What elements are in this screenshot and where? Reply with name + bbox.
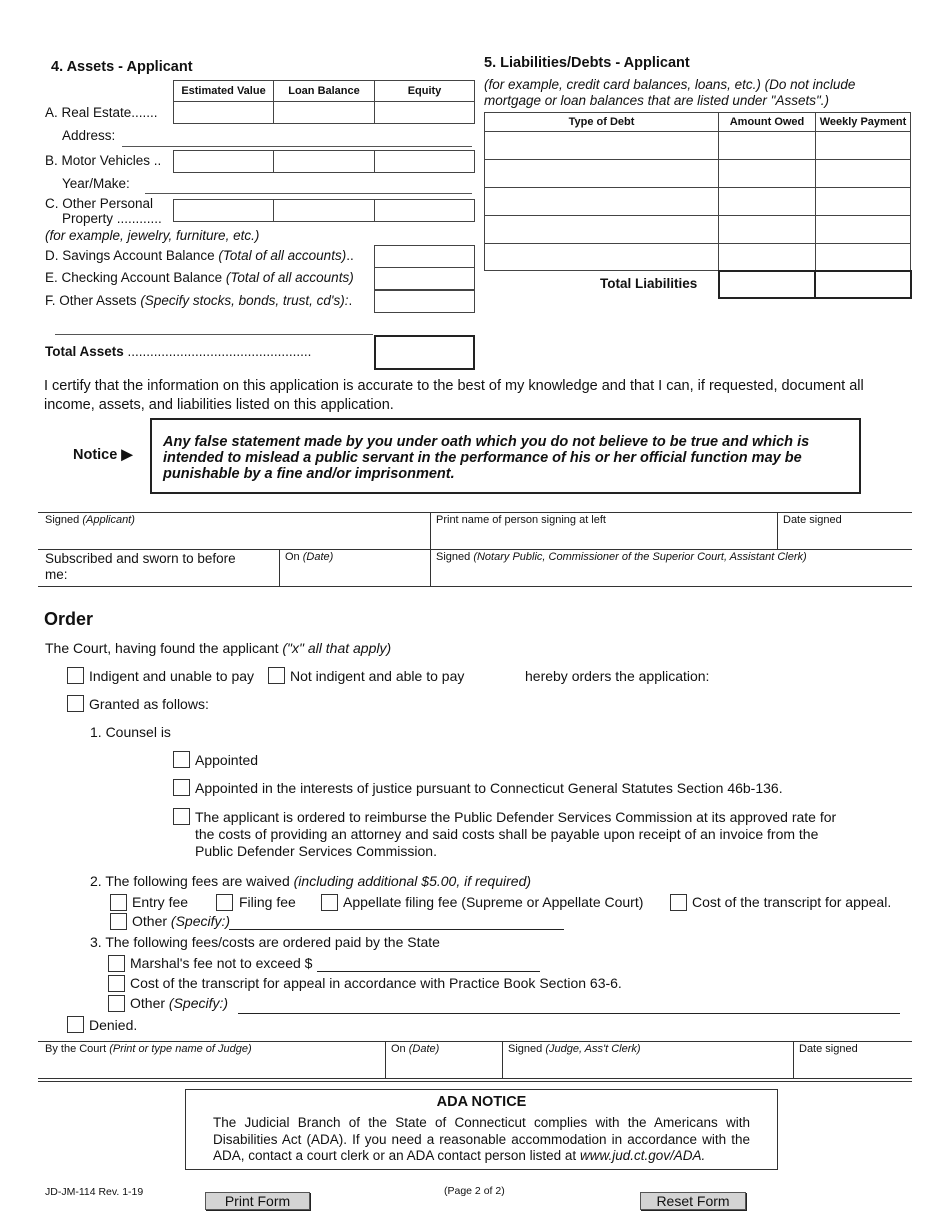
appellate-fee-label: Appellate filing fee (Supreme or Appellate Court) xyxy=(343,894,644,910)
certify-statement: I certify that the information on this application is accurate to the best of my knowledge and that I can, if requested, document all income, assets, and liabilities listed on this application. xyxy=(44,378,864,413)
other-personal-equity-input[interactable] xyxy=(374,199,475,222)
order-heading: Order xyxy=(44,609,94,629)
not-indigent-checkbox[interactable] xyxy=(268,667,285,684)
divider xyxy=(279,549,280,586)
total-liabilities-amount-input[interactable] xyxy=(718,270,816,299)
ada-text: The Judicial Branch of the State of Connecticut complies with the Americans with Disabilities Act (ADA). If you need a reasonable accommodation in accordance with the ADA, contact a court clerk or an ADA contact person listed at www.jud.ct.gov/ADA. xyxy=(213,1115,750,1163)
address-input[interactable] xyxy=(122,146,472,147)
reimburse-label: The applicant is ordered to reimburse the Public Defender Services Commission at its approved rate for the costs of providing an attorney and said costs shall be payable upon receipt of an invoice from the Public Defender Services Commission. xyxy=(195,809,837,859)
granted-checkbox[interactable] xyxy=(67,695,84,712)
counsel-label: 1. Counsel is xyxy=(90,724,171,740)
motor-vehicles-equity-input[interactable] xyxy=(374,150,475,173)
divider xyxy=(38,1078,912,1079)
other-personal-value-input[interactable] xyxy=(173,199,274,222)
real-estate-equity-input[interactable] xyxy=(374,101,475,124)
filing-fee-checkbox[interactable] xyxy=(216,894,233,911)
other-assets-specify-input[interactable] xyxy=(55,334,373,335)
other-paid-label: Other (Specify:) xyxy=(130,995,229,1011)
checking-label: E. Checking Account Balance (Total of all accounts) xyxy=(45,270,354,285)
debt-type-input[interactable] xyxy=(484,215,719,244)
divider xyxy=(777,512,778,549)
real-estate-value-input[interactable] xyxy=(173,101,274,124)
divider xyxy=(38,586,912,587)
entry-fee-checkbox[interactable] xyxy=(110,894,127,911)
address-label: Address: xyxy=(62,128,116,143)
debt-weekly-input[interactable] xyxy=(815,243,911,271)
divider xyxy=(430,512,431,586)
other-waived-input[interactable] xyxy=(229,929,564,930)
savings-input[interactable] xyxy=(374,245,475,268)
debt-type-input[interactable] xyxy=(484,159,719,188)
other-waived-label: Other (Specify:) xyxy=(132,913,231,929)
motor-vehicles-loan-input[interactable] xyxy=(273,150,375,173)
notice-box xyxy=(150,418,861,494)
savings-label: D. Savings Account Balance (Total of all accounts).. xyxy=(45,248,354,263)
debt-amount-input[interactable] xyxy=(718,215,816,244)
transcript-practice-label: Cost of the transcript for appeal in accordance with Practice Book Section 63-6. xyxy=(130,975,622,991)
subscribed-label: Subscribed and sworn to before me: xyxy=(45,551,236,582)
debt-weekly-input[interactable] xyxy=(815,159,911,188)
notice-text: Any false statement made by you under oath which you do not believe to be true and which is intended to mislead a public servant in the performance of his or her official function may be punishable by a fine and/or imprisonment. xyxy=(163,434,810,482)
divider xyxy=(38,549,912,550)
appointed-checkbox[interactable] xyxy=(173,751,190,768)
transcript-cost-label: Cost of the transcript for appeal. xyxy=(692,894,892,910)
marshal-fee-input[interactable] xyxy=(317,971,540,972)
other-personal-label-2: Property ............ xyxy=(62,211,162,226)
debt-weekly-input[interactable] xyxy=(815,187,911,216)
col-loan-balance: Loan Balance xyxy=(273,80,375,102)
year-make-input[interactable] xyxy=(145,193,472,194)
debt-weekly-input[interactable] xyxy=(815,131,911,160)
arrow-right-icon: ▶ xyxy=(121,447,133,463)
motor-vehicles-value-input[interactable] xyxy=(173,150,274,173)
indigent-label: Indigent and unable to pay xyxy=(89,668,255,684)
divider xyxy=(793,1041,794,1078)
appointed-interests-label: Appointed in the interests of justice pursuant to Connecticut General Statutes Section 46b-136. xyxy=(195,780,783,796)
entry-fee-label: Entry fee xyxy=(132,894,189,910)
appointed-interests-checkbox[interactable] xyxy=(173,779,190,796)
marshal-fee-label: Marshal's fee not to exceed $ xyxy=(130,955,313,971)
reimburse-checkbox[interactable] xyxy=(173,808,190,825)
col-equity: Equity xyxy=(374,80,475,102)
form-id: JD-JM-114 Rev. 1-19 xyxy=(45,1186,144,1198)
denied-checkbox[interactable] xyxy=(67,1016,84,1033)
debt-amount-input[interactable] xyxy=(718,159,816,188)
debt-type-input[interactable] xyxy=(484,131,719,160)
sworn-date-field[interactable]: On (Date) xyxy=(285,551,334,563)
debt-amount-input[interactable] xyxy=(718,131,816,160)
other-paid-checkbox[interactable] xyxy=(108,995,125,1012)
other-personal-loan-input[interactable] xyxy=(273,199,375,222)
court-date-field[interactable]: On (Date) xyxy=(391,1043,440,1055)
debt-amount-input[interactable] xyxy=(718,243,816,271)
divider xyxy=(38,1081,912,1082)
court-date-signed-field[interactable]: Date signed xyxy=(799,1043,858,1055)
filing-fee-label: Filing fee xyxy=(239,894,296,910)
liabilities-title: 5. Liabilities/Debts - Applicant xyxy=(484,55,690,71)
divider xyxy=(385,1041,386,1078)
year-make-label: Year/Make: xyxy=(62,176,130,191)
date-signed-field[interactable]: Date signed xyxy=(783,514,842,526)
marshal-fee-checkbox[interactable] xyxy=(108,955,125,972)
indigent-checkbox[interactable] xyxy=(67,667,84,684)
divider xyxy=(38,1041,912,1042)
transcript-practice-checkbox[interactable] xyxy=(108,975,125,992)
hereby-orders-label: hereby orders the application: xyxy=(525,668,710,684)
notice-label: Notice ▶ xyxy=(73,447,133,463)
print-name-field[interactable]: Print name of person signing at left xyxy=(436,514,606,526)
liabilities-note: (for example, credit card balances, loans, etc.) (Do not include mortgage or loan balances that are listed under "Assets".) xyxy=(484,77,856,108)
not-indigent-label: Not indigent and able to pay xyxy=(290,668,465,684)
total-liabilities-label: Total Liabilities xyxy=(600,276,698,291)
total-assets-input[interactable] xyxy=(374,335,475,370)
other-paid-input[interactable] xyxy=(238,1013,900,1014)
notary-signature-field[interactable]: Signed (Notary Public, Commissioner of the Superior Court, Assistant Clerk) xyxy=(436,551,807,563)
col-amount-owed: Amount Owed xyxy=(718,112,816,132)
print-form-button[interactable]: Print Form xyxy=(205,1192,310,1210)
ada-notice-box xyxy=(185,1089,778,1170)
total-assets-label: Total Assets ................................................. xyxy=(45,344,312,359)
fees-waived-label: 2. The following fees are waived (including additional $5.00, if required) xyxy=(90,873,532,889)
debt-amount-input[interactable] xyxy=(718,187,816,216)
reset-form-button[interactable]: Reset Form xyxy=(640,1192,746,1210)
judge-signature-field[interactable]: Signed (Judge, Ass't Clerk) xyxy=(508,1043,641,1055)
judge-name-field[interactable]: By the Court (Print or type name of Judge) xyxy=(45,1043,252,1055)
appellate-fee-checkbox[interactable] xyxy=(321,894,338,911)
total-liabilities-weekly-input[interactable] xyxy=(814,270,912,299)
denied-label: Denied. xyxy=(89,1017,138,1033)
other-assets-input[interactable] xyxy=(374,290,475,313)
debt-type-input[interactable] xyxy=(484,187,719,216)
motor-vehicles-label: B. Motor Vehicles .. xyxy=(45,153,162,168)
fees-paid-label: 3. The following fees/costs are ordered paid by the State xyxy=(90,934,440,950)
col-estimated-value: Estimated Value xyxy=(173,80,274,102)
other-personal-example: (for example, jewelry, furniture, etc.) xyxy=(45,228,260,243)
assets-title: 4. Assets - Applicant xyxy=(51,59,193,75)
other-assets-label: F. Other Assets (Specify stocks, bonds, trust, cd's):. xyxy=(45,293,353,308)
col-weekly-payment: Weekly Payment xyxy=(815,112,911,132)
real-estate-label: A. Real Estate....... xyxy=(45,105,158,120)
divider xyxy=(502,1041,503,1078)
other-personal-label-1: C. Other Personal xyxy=(45,196,154,211)
order-intro: The Court, having found the applicant ("x" all that apply) xyxy=(45,640,392,656)
debt-type-input[interactable] xyxy=(484,243,719,271)
page-number: (Page 2 of 2) xyxy=(444,1185,505,1197)
debt-weekly-input[interactable] xyxy=(815,215,911,244)
divider xyxy=(38,512,912,513)
applicant-signature-field[interactable]: Signed (Applicant) xyxy=(45,514,135,526)
ada-title: ADA NOTICE xyxy=(436,1094,527,1110)
col-type-of-debt: Type of Debt xyxy=(484,112,719,132)
other-waived-checkbox[interactable] xyxy=(110,913,127,930)
checking-input[interactable] xyxy=(374,267,475,290)
transcript-cost-checkbox[interactable] xyxy=(670,894,687,911)
granted-label: Granted as follows: xyxy=(89,696,209,712)
real-estate-loan-input[interactable] xyxy=(273,101,375,124)
appointed-label: Appointed xyxy=(195,752,259,768)
